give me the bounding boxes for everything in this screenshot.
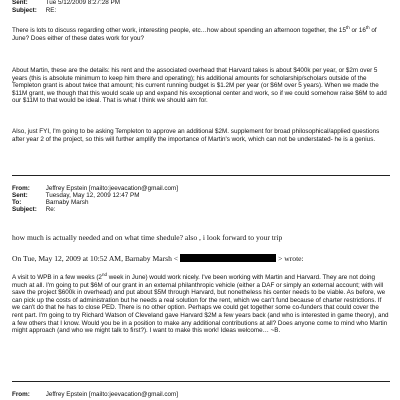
p1-text-a: There is lots to discuss regarding other work, interesting people, etc…how about spending an afternoon together, the 15 (12, 27, 346, 34)
from-value: Jeffrey Epstein [mailto:jeevacation@gmail.com] (45, 185, 179, 192)
quoted-sup: nd (101, 271, 107, 277)
from-row-3 (12, 391, 178, 399)
p1-sup-1: th (345, 24, 350, 30)
p1-text-b: or 16 (349, 27, 366, 34)
sent-value: Tuesday, May 12, 2009 12:47 PM (45, 192, 140, 199)
subject-label: Subject: (12, 7, 37, 14)
sent-label: Sent: (12, 192, 28, 199)
to-value: Barnaby Marsh (45, 199, 89, 206)
sent-label: Sent: (12, 0, 28, 6)
p1-text-c: of June? Does either of these dates work for you? (12, 27, 377, 42)
sent-value: Tue 5/12/2009 8:27:28 PM (45, 0, 120, 6)
separator-rule-2 (12, 381, 390, 382)
quote-end-text: > wrote: (278, 254, 304, 263)
subject-label: Subject: (12, 206, 37, 213)
email1-paragraph-2: About Martin, these are the details: his rent and the associated overhead that Harvard takes is about $400k per year, or $2m over 5 years (this is absolute minimum to keep him there and operating); his additional amounts for scholarship/scholars outside of the Templeton grant is about twice that amount; his current running budget is $1.2M per year (or $6M over 5 years). When we made the $11M grant, we though that this would scale up and expand his exceptional center and work, so if we could somehow raise $6M to add our $11M to that would be ideal. That is what I think we should aim for. (12, 67, 387, 105)
redaction-box (180, 254, 276, 262)
separator-rule-1 (12, 175, 390, 176)
to-label: To: (12, 199, 22, 206)
subject-value: RE: (45, 7, 57, 14)
p1-sup-2: th (365, 24, 370, 30)
sent-row-1 (12, 0, 120, 7)
email2-quoted-paragraph (12, 271, 390, 335)
email2-body: how much is actually needed and on what time shedule? also , i look forward to your trip (12, 233, 283, 242)
email1-paragraph-1 (12, 24, 390, 42)
from-label: From: (12, 391, 30, 398)
quoted-text-a: A visit to WPB in a few weeks (2 (12, 274, 102, 281)
quote-intro-text: On Tue, May 12, 2009 at 10:52 AM, Barnaby Marsh < (12, 254, 179, 263)
from-value: Jeffrey Epstein [mailto:jeevacation@gmail.com] (45, 391, 179, 398)
email1-paragraph-3: Also, just FYI, I'm going to be asking Templeton to approve an additional $2M. supplement for broad philosophical/applied questions after year 2 of the project, so this will further amplify the importance of Martin's work, which can not be understated- he is a genius. (12, 128, 380, 143)
subject-row-2 (12, 206, 56, 214)
subject-value: Re: (45, 206, 56, 213)
quote-intro-line (12, 254, 390, 263)
quoted-text-b: week in June) would work nicely. I've been working with Martin and Harvard. They are not doing much at all. I'm going to put $6M of our grant in an external philanthropic vehicle (either a DAF or simply an external account; with will save the project $600k in overhead) and put about $5M through Harvard, but nonetheless his center needs to be viable. As before, we can pick up the costs of administration but he needs a real solution for the rent, which we can't fund because of charter restrictions. If we can't do that he has to close PED. There is no other option. Perhaps we could get together some co-funders that could cover the rent part. I'm going to try Richard Watson of Cleveland gave Harvard $2M a few years back (and who is interested in game theory), and a few others that I know. Would you be in a position to make any additional contributions at all? Does anyone come to mind who Martin might approach (and who we might talk to first?). I want to make this work! Ideas welcome… ~B. (12, 274, 389, 335)
from-label: From: (12, 185, 30, 192)
subject-row-1 (12, 7, 56, 15)
